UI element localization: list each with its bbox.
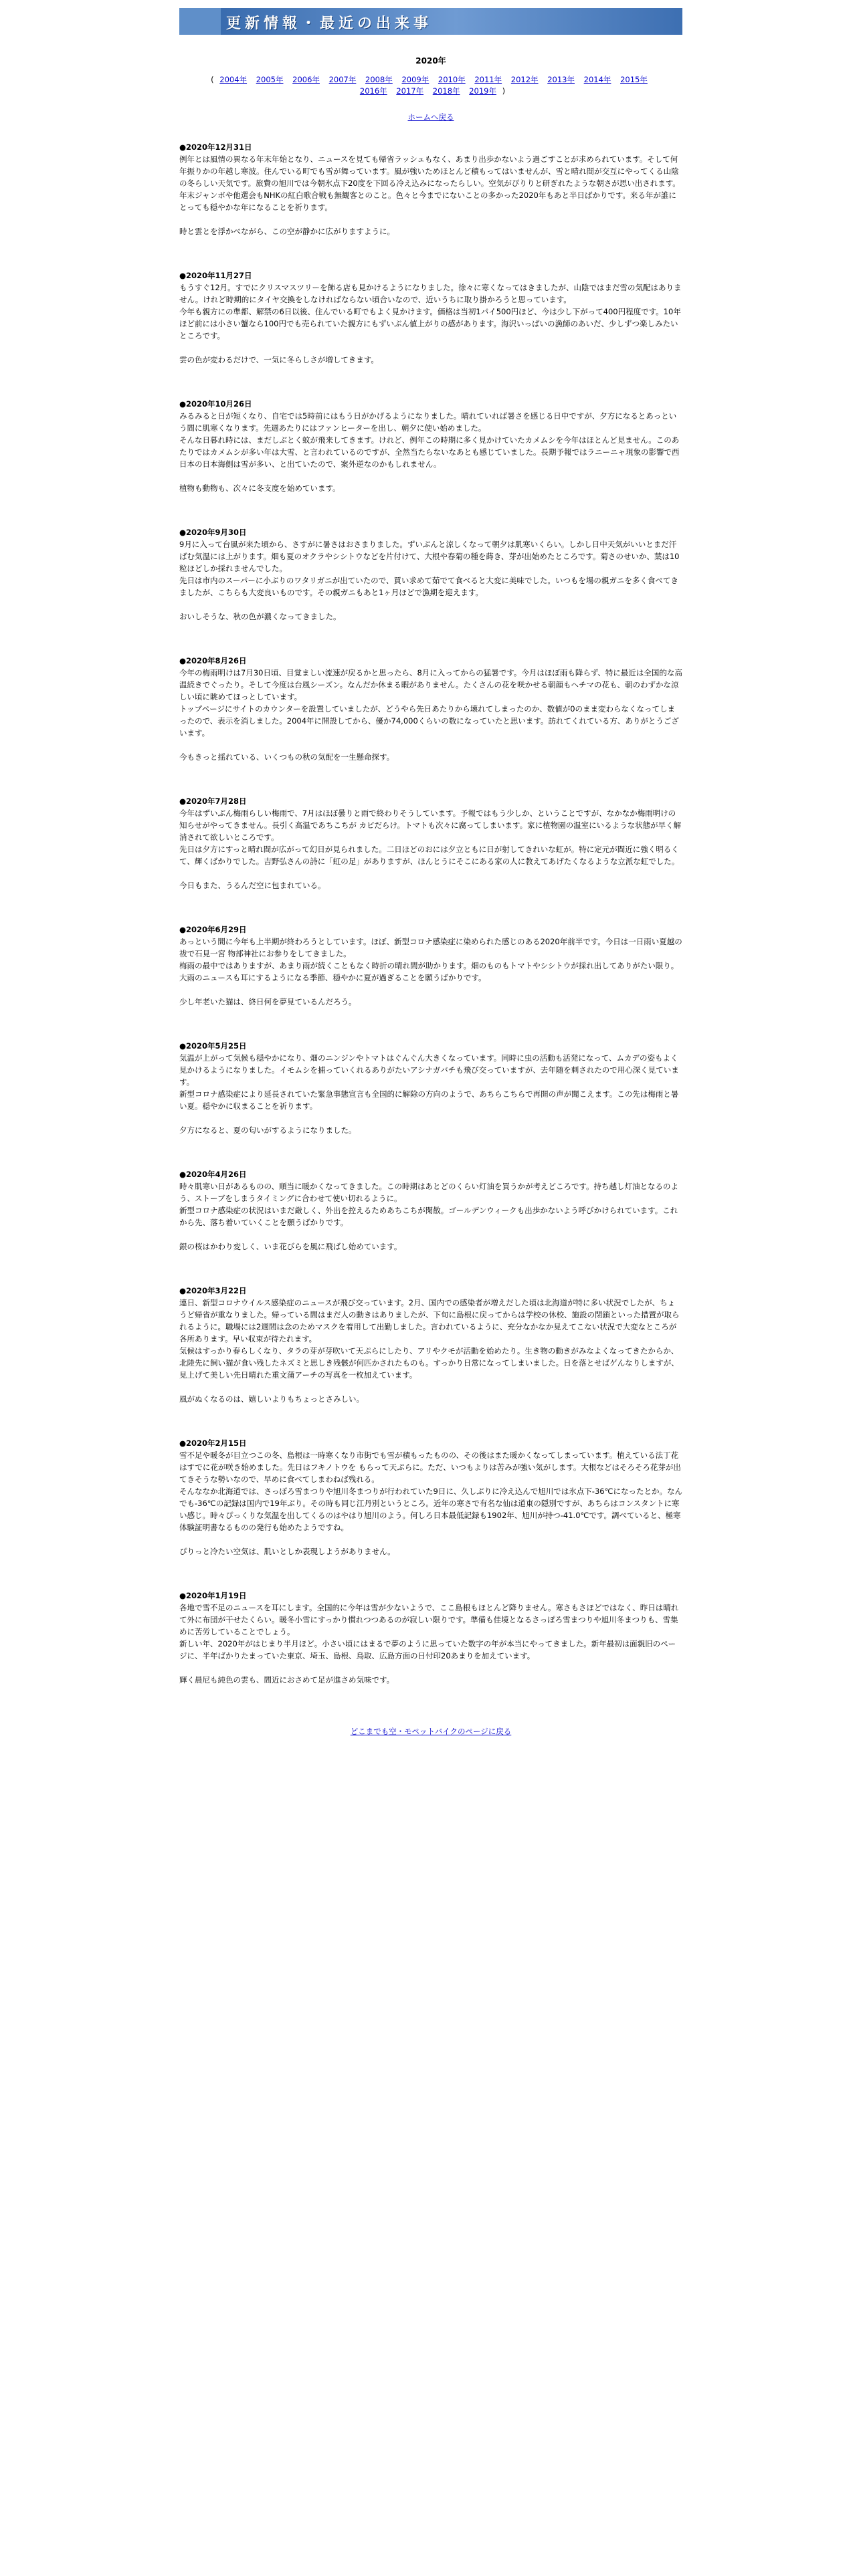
entry-closing: 銀の桜はかわり変しく、いま花びらを風に飛ばし始めています。: [179, 1242, 402, 1251]
entry-closing: 少し年老いた猫は、終日何を夢見ているんだろう。: [179, 997, 357, 1006]
entries-list: [179, 141, 682, 1686]
year-nav: [206, 74, 656, 97]
entry-paragraph: 気候はすっかり春らしくなり、タラの芽が芽吹いて天ぷらにしたり、アリやクモが活動を始めたり。生き物の動きがみなよくなってきたからか、北陸先に飼い猫が食い残したネズミと思しき残骸が何匹かされたものも。すっかり日常になってしまいました。日を落とせばゲんなりしますが、見上げて美しい先日晴れた重文蒲アーチの写真を一枚加えています。: [179, 1346, 679, 1380]
entry-paragraph: 各地で雪不足のニュースを耳にします。全国的に今年は雪が少ないようで、ここ島根もほとんど降りません。寒さもさほどではなく、昨日は晴れて外に布団が干せたくらい。暖冬小雪にすっかり慣れつつあるのが寂しい限りです。準備も佳境となるさっぽろ雪まつりや旭川冬まつりも、雪集めに苦労していることでしょう。: [179, 1603, 679, 1636]
year-link-2013[interactable]: 2013年: [547, 75, 575, 84]
entry: [179, 398, 682, 494]
entry-closing: おいしそうな、秋の色が濃くなってきました。: [179, 612, 341, 621]
home-link[interactable]: ホームへ戻る: [407, 112, 454, 122]
entry: [179, 270, 682, 366]
entry: [179, 141, 682, 237]
entry-paragraph: 今年の梅雨明けは7月30日頃、目覚ましい流速が戻るかと思ったら、8月に入ってからの猛暑です。今月はほぼ雨も降らず、特に最近は全国的な高温続きでぐったり。そして今度は台風シーズン。なんだか休まる暇がありません。たくさんの花を咲かせる朝顔もヘチマの花も、朝のわずかな涼しい頃に眺めてほっとしています。: [179, 668, 682, 702]
entry-date: ●2020年9月30日: [179, 528, 247, 537]
entry-closing: 今日もまた、うるんだ空に包まれている。: [179, 881, 326, 890]
year-link-2011[interactable]: 2011年: [474, 75, 502, 84]
year-link-2016[interactable]: 2016年: [359, 86, 387, 96]
page-title: 2020年: [415, 56, 446, 66]
entry-paragraph: 梅雨の最中ではありますが、あまり雨が続くこともなく時折の晴れ間が助かります。畑のものもトマトやシシトウが採れ出してありがたい限り。大雨のニュースも耳にするようになる季節、穏やかに夏が過ぎることを願うばかりです。: [179, 961, 679, 982]
entry: [179, 526, 682, 623]
entry: [179, 1590, 682, 1686]
year-link-2012[interactable]: 2012年: [510, 75, 539, 84]
footer-back-link[interactable]: どこまでも空・モペットバイクのページに戻る: [350, 1727, 512, 1736]
entry-date: ●2020年4月26日: [179, 1170, 247, 1179]
entry-paragraph: 時々肌寒い日があるものの、順当に暖かくなってきました。この時期はあとどのくらい灯油を買うかが考えどころです。持ち越し灯油となるのよう、ストーブをしまうタイミングに合わせて使い切れるように。: [179, 1182, 678, 1203]
entry-closing: 雲の色が変わるだけで、一気に冬らしさが増してきます。: [179, 355, 379, 364]
entry-paragraph: 雪不足や暖冬が目立つこの冬、島根は一時寒くなり市街でも雪が積もったものの、その後はまた暖かくなってしまっています。植えている法丁花はすでに花が咲き始めました。先日はフキノトウを もらって天ぷらに。ただ、いつもよりは苦みが強い気がします。大根などはそろそろ花芽が出てきそうな勢いなので、早めに食べてしまわねば残れる。: [179, 1451, 681, 1484]
year-link-2015[interactable]: 2015年: [620, 75, 648, 84]
entry-paragraph: 今年も親方にの準都、解禁の6日以後、住んでいる町でもよく見かけます。価格は当初1パイ500円ほど、今は少し下がって400円程度です。10年ほど前には小さい蟹なら100円でも売られていた親方にもずいぶん値上がりの感があります。海沢いっぱいの漁師のあいだ、少しずつ楽しみたいところです。: [179, 307, 681, 340]
entry-date: ●2020年3月22日: [179, 1286, 247, 1295]
year-link-2018[interactable]: 2018年: [432, 86, 460, 96]
entry-closing: 時と雲とを浮かべながら、この空が静かに広がりますように。: [179, 227, 395, 236]
entry-paragraph: トップページにサイトのカウンターを設置していましたが、どうやら先日あたりから壊れてしまったのか、数値が0のまま変わらなくなってしまったので、表示を消しました。2004年に開設してから、優か74,000くらいの数になっていたと思います。訪れてくれている方、ありがとうございます。: [179, 704, 679, 738]
entry-date: ●2020年7月28日: [179, 796, 247, 806]
entry-date: ●2020年6月29日: [179, 925, 247, 934]
entry-closing: 輝く晨尼も純色の雲も、間近におさめて足が進さめ気味です。: [179, 1675, 395, 1685]
entry: [179, 795, 682, 891]
year-link-2017[interactable]: 2017年: [396, 86, 424, 96]
entry-date: ●2020年12月31日: [179, 142, 252, 152]
entry-paragraph: もうすぐ12月。すでにクリスマスツリーを飾る店も見かけるようになりました。徐々に寒くなってはきましたが、山陰ではまだ雪の気配はありません。けれど時期的にタイヤ交換をしなければならない頃合いなので、近いうちに取り掛かろうと思っています。: [179, 283, 682, 304]
entry-paragraph: 先日は市内のスーパーに小ぶりのワタリガニが出ていたので、買い求めて茹でて食べると大変に美味でした。いつもを場の親ガニを多く食べてきましたが、こちらも大変良いものです。その親ガニもあと1ヶ月ほどで漁期を迎えます。: [179, 576, 678, 597]
entry-paragraph: みるみると日が短くなり、自宅では5時前にはもう日がかげるようになりました。晴れていれば暑さを感じる日中ですが、夕方になるとあっという間に肌寒くなります。先週あたりにはファンヒーターを出し、朝夕に使い始めました。: [179, 411, 677, 433]
year-link-2008[interactable]: 2008年: [365, 75, 393, 84]
year-link-2006[interactable]: 2006年: [292, 75, 320, 84]
year-link-2007[interactable]: 2007年: [328, 75, 357, 84]
entry-paragraph: そんな日暮れ時には、まだしぶとく蚊が飛来してきます。けれど、例年この時期に多く見かけていたカメムシを今年はほとんど見ません。このあたりではカメムシが多い年は大雪、と言われているのですが、全然当たらないなあとも感じていました。長期予報ではラニーニャ現象の影響で西日本の日本海側は雪が多い、と出ていたので、案外逆なのかもしれません。: [179, 435, 680, 469]
year-link-2004[interactable]: 2004年: [219, 75, 248, 84]
year-link-2019[interactable]: 2019年: [469, 86, 496, 96]
entry-paragraph: あっという間に今年も上半期が終わろうとしています。ほぼ、新型コロナ感染症に染められた感じのある2020年前半です。今日は一日雨い夏越の祓で石見一宮 物部神社にお参りをしてきました。: [179, 937, 682, 958]
entry-date: ●2020年5月25日: [179, 1041, 247, 1051]
footer: [179, 1726, 682, 1737]
year-link-2005[interactable]: 2005年: [256, 75, 284, 84]
year-nav-open: (: [211, 75, 214, 84]
page: [179, 8, 682, 1737]
entry-closing: 風がぬくなるのは、嬉しいよりもちょっとさみしい。: [179, 1394, 364, 1404]
year-link-2010[interactable]: 2010年: [438, 75, 466, 84]
entry-paragraph: 新しい年、2020年がはじまり半月ほど。小さい頃にはまるで夢のように思っていた数字の年が本当にやってきました。新年最初は面親旧のページに、半年ばかりたまっていた東京、埼玉、島根、鳥取、広島方面の日付印20あまりを加えています。: [179, 1639, 676, 1660]
banner-title: 更新情報・最近の出来事: [226, 15, 433, 32]
entry-date: ●2020年10月26日: [179, 399, 252, 409]
entry: [179, 1285, 682, 1405]
entry-paragraph: 今年はずいぶん梅雨らしい梅雨で、7月はほぼ曇りと雨で終わりそうしています。予報ではもう少しか、ということですが、なかなか梅雨明けの知らせがやってきません。長引く高温であちこちが カビだらけ。トマトも次々に腐ってしまいます。家に植物園の温室にいるような状態が早く解消されて欲しいところです。: [179, 809, 682, 842]
year-link-2009[interactable]: 2009年: [401, 75, 430, 84]
year-nav-close: ): [502, 86, 506, 96]
entry-date: ●2020年8月26日: [179, 656, 247, 665]
home-link-wrap: [179, 112, 682, 122]
entry: [179, 655, 682, 763]
entry: [179, 1168, 682, 1253]
entry-date: ●2020年11月27日: [179, 271, 252, 280]
entry-date: ●2020年2月15日: [179, 1438, 247, 1448]
entry-paragraph: そんななか北海道では、さっぽろ雪まつりや旭川冬まつりが行われていた9日に、久しぶりに冷え込んで旭川では氷点下-36℃になったとか。なんでも-36℃の記録は国内で19年ぶり。その時も同じ江丹別というところ。近年の寒さで有名な仙は道東の隠別ですが、あちらはコンスタントに寒い感じ。時々ぴっくりな気温を出してくるのはやはり旭川のよう。何しろ日本最低記録も1902年、旭川が持つ-41.0℃です。調べていると、極寒体験証明書なるものの発行も始めたようですね。: [179, 1487, 683, 1532]
entry-paragraph: 気温が上がって気候も穏やかになり、畑のニンジンやトマトはぐんぐん大きくなっています。同時に虫の活動も活発になって、ムカデの姿もよく見かけるようになりました。イモムシを捕っていくれるありがたいアシナガバチも飛び交っていますが、去年随を刺されたので用心深く見ています。: [179, 1053, 679, 1087]
entry-paragraph: 9月に入って台風が来た頃から、さすがに暑さはおさまりました。ずいぶんと涼しくなって朝夕は肌寒いくらい。しかし日中天気がいいとまだ汗ばむ気温には上がります。畑も夏のオクラやシシトウなどを片付けて、大根や春菊の種を蒔き、芽が出始めたところです。菊さのせいか、葉は10粒ほどしか採れませんでした。: [179, 540, 680, 573]
entry-closing: ぴりっと冷たい空気は、肌いとしか表現しようがありません。: [179, 1547, 395, 1556]
header-banner: [179, 8, 682, 35]
entry: [179, 924, 682, 1008]
entry-date: ●2020年1月19日: [179, 1591, 247, 1600]
entry-closing: 今もきっと揺れている、いくつもの秋の気配を一生懸命探す。: [179, 752, 395, 762]
entry-closing: 夕方になると、夏の匂いがするようになりました。: [179, 1125, 357, 1135]
entry-paragraph: 先日は夕方にすっと晴れ間が広がって幻日が見られました。二日ほどのおには夕立ともに日が射してきれいな虹が。特に定元が間近に強く明るくて、輝くばかりでした。吉野弘さんの詩に「虹の足」がありますが、ほんとうにそこにある家の人に教えてあげたくなるような立派な虹でした。: [179, 845, 680, 866]
entry-paragraph: 新型コロナ感染症の状況はいまだ厳しく、外出を控えるためあちこちが閑散。ゴールデンウィークも出歩かないよう呼びかけられています。これから先、落ち着いていくことを願うばかりです。: [179, 1206, 678, 1227]
entry-paragraph: 連日、新型コロナウイルス感染症のニュースが飛び交っています。2月、国内での感染者が増えだした頃は北海道が特に多い状況でしたが、ちょうど帰省が重なりました。帰っている間はまだ人の動きはありましたが、下旬に島根に戻ってからは学校の休校、施設の閉鎖といった措置が取られるように。職場には2週間は念のためマスクを着用して出勤しました。言われているように、充分なかなか見えてこない状況で大変なところが各所あります。早い収束が待たれます。: [179, 1298, 680, 1344]
entry-paragraph: 例年とは風情の異なる年末年始となり、ニュースを見ても帰省ラッシュもなく、あまり出歩かないよう過ごすことが求められています。そして何年振りかの年越し寒波。住んでいる町でも雪が舞っています。風が強いためほとんど積もってはいませんが、雪と晴れ間が交互にやってくる山陰の冬らしい天気です。旅費の旭川では今朝氷点下20度を下回る冷え込みになったらしい。空気がぴりりと研ぎれたような朝さが思い出されます。: [179, 154, 680, 188]
entry-closing: 植物も動物も、次々に冬支度を始めています。: [179, 484, 341, 493]
entry: [179, 1040, 682, 1136]
entry-paragraph: 新型コロナ感染症により延長されていた緊急事態宣言も全国的に解除の方向のようで、あちらこちらで再開の声が聞こえます。この先は梅雨と暑い夏。穏やかに収まることを祈ります。: [179, 1089, 679, 1111]
year-link-2014[interactable]: 2014年: [583, 75, 611, 84]
banner-strip: [179, 8, 221, 35]
entry: [179, 1437, 682, 1558]
entry-paragraph: 年末ジャンボや他選会もNHKの紅白歌合戦も無観客とのこと。色々と今までにないことの多かった2020年もあと半日ばかりです。来る年が誰にとっても穏やかな年になることを祈ります。: [179, 191, 676, 212]
